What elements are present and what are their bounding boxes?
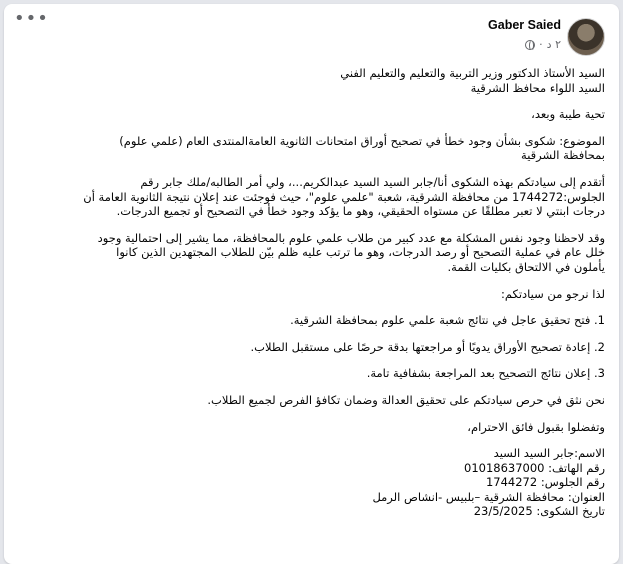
signature-name: الاسم:جابر السيد السيد [493, 446, 605, 461]
author-avatar[interactable] [567, 18, 605, 56]
observation-line: يأملون في الالتحاق بكليات القمة. [447, 259, 605, 274]
request-item-text: 1. فتح تحقيق عاجل في نتائج شعبة علمي علوم بمحافظة الشرقية. [290, 313, 605, 328]
post-header [4, 8, 619, 58]
signature-block [16, 446, 605, 519]
intro-line: أتقدم إلى سيادتكم بهذه الشكوى أنا/جابر السيد السيد عبدالكريم...، ولي أمر الطالبه/ملك جابر رقم [140, 174, 605, 189]
subject-line: بمحافظة الشرقية [521, 148, 605, 163]
signature-phone: رقم الهاتف: 01018637000 [464, 460, 605, 475]
greeting-text: تحية طيبة وبعد، [531, 107, 605, 122]
more-horizontal-icon[interactable]: ••• [14, 8, 49, 29]
subject-line: الموضوع: شكوى بشأن وجود خطأ في تصحيح أوراق امتحانات الثانوية العامةالمنتدى العام (علمي علوم) [119, 133, 605, 148]
observation-paragraph [16, 231, 605, 275]
observation-line: خلل عام في عملية التصحيح أو رصد الدرجات، وهو ما ترتب عليه ظلم بيّن للطلاب المجتهدين الذين كانوا [116, 245, 605, 260]
observation-line: وقد لاحظنا وجود نفس المشكلة مع عدد كبير من طلاب علمي علوم بالمحافظة، مما يشير إلى احتمالية وجود [97, 230, 605, 245]
signature-address: العنوان: محافظة الشرقية –بلبيس -انشاص الرمل [372, 489, 605, 504]
post-card [4, 4, 619, 564]
separator-dot: · [539, 38, 543, 51]
trust-text: نحن نثق في حرص سيادتكم على تحقيق العدالة وضمان تكافؤ الفرص لجميع الطلاب. [207, 392, 605, 407]
post-meta [525, 38, 561, 51]
intro-paragraph [16, 175, 605, 219]
greeting [16, 107, 605, 122]
request-item [16, 340, 605, 355]
request-intro-text: لذا نرجو من سيادتكم: [500, 286, 605, 301]
post-body [16, 66, 605, 525]
signature-date: تاريخ الشكوى: 23/5/2025 [473, 504, 605, 519]
request-item-text: 3. إعلان نتائج التصحيح بعد المراجعة بشفافية تامة. [366, 366, 605, 381]
intro-line: درجات ابنتي لا تعبر مطلقًا عن مستواه الحقيقي، وهو ما يؤكد وجود خطأ في التصحيح أو تجميع الدرجات. [116, 204, 605, 219]
addressee-line: السيد الأستاذ الدكتور وزير التربية والتعليم والتعليم الفني [340, 66, 605, 80]
trust-statement [16, 393, 605, 408]
post-time[interactable]: ٢ د [546, 38, 561, 51]
closing [16, 420, 605, 435]
intro-line: الجلوس:1744272 من محافظة الشرقية، شعبة "علمي علوم"، حيث فوجئت عند إعلان نتيجة الثانوية العامة أن [83, 189, 605, 204]
closing-text: وتفضلوا بقبول فائق الاحترام، [467, 419, 605, 434]
addressee [16, 66, 605, 95]
subject [16, 134, 605, 163]
addressee-line: السيد اللواء محافظ الشرقية [470, 80, 605, 95]
request-intro [16, 287, 605, 302]
request-item-text: 2. إعادة تصحيح الأوراق يدويًا أو مراجعتها بدقة حرصًا على مستقبل الطلاب. [250, 339, 605, 354]
author-name[interactable]: Gaber Saied [488, 18, 561, 32]
globe-icon[interactable] [525, 40, 535, 50]
signature-seat: رقم الجلوس: 1744272 [485, 475, 605, 490]
request-item [16, 313, 605, 328]
request-item [16, 366, 605, 381]
